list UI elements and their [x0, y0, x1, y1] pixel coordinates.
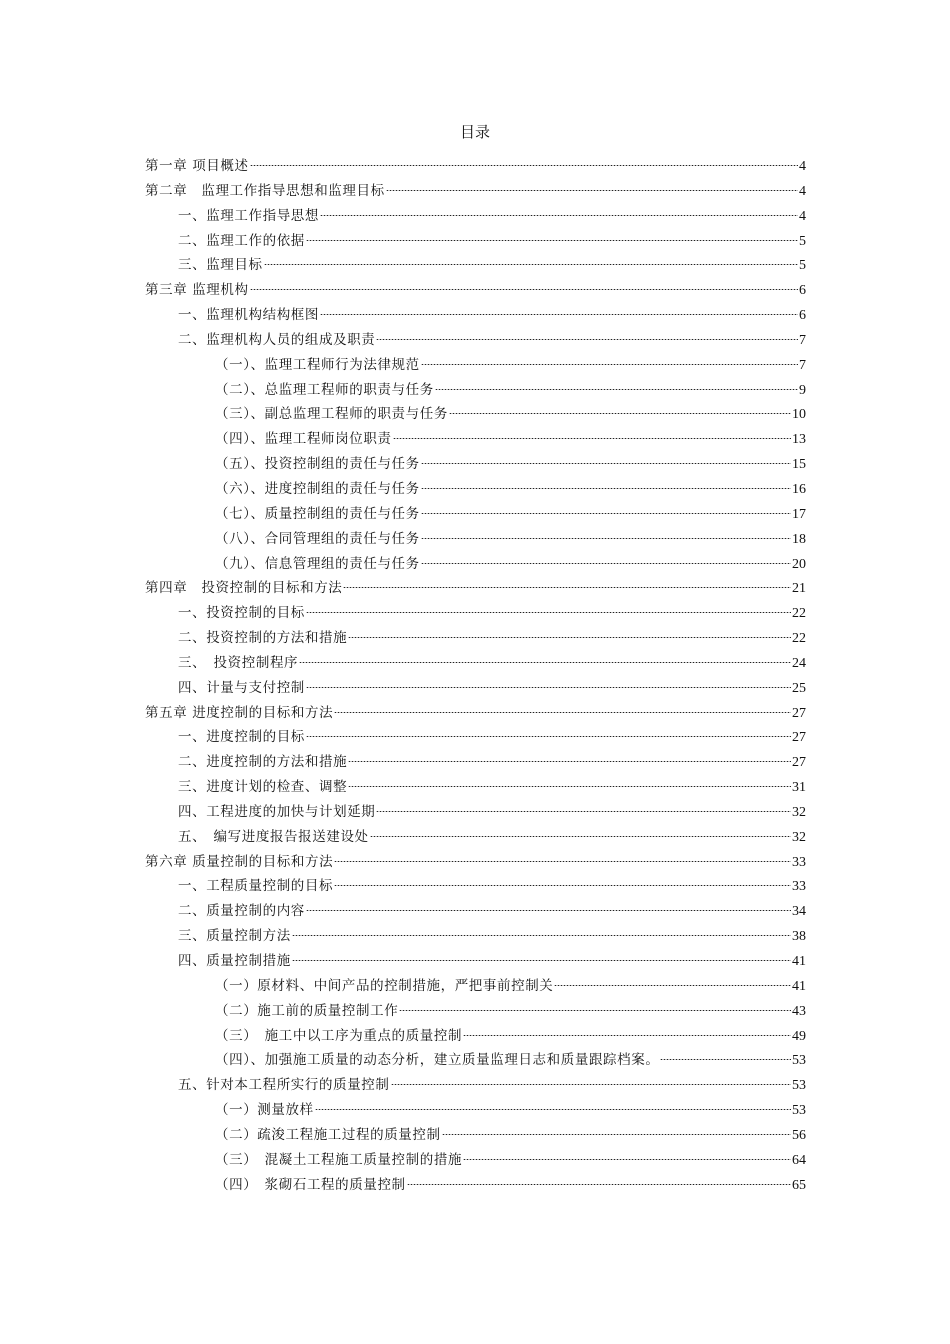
toc-entry-page-number: 53	[792, 1078, 806, 1094]
toc-entry[interactable]	[145, 378, 806, 403]
toc-entry-page-number: 24	[792, 655, 806, 671]
toc-entry-page-number: 32	[792, 829, 806, 845]
toc-entry-page-number: 43	[792, 1003, 806, 1019]
toc-entry-title: 三、质量控制方法	[178, 928, 291, 945]
toc-entry-page-number: 21	[792, 581, 806, 597]
dot-leader	[250, 289, 798, 290]
toc-entry-title: （四） 浆砌石工程的质量控制	[215, 1176, 406, 1193]
toc-entry-title: （二）、总监理工程师的职责与任务	[215, 381, 434, 398]
toc-entry[interactable]	[145, 1148, 806, 1173]
toc-entry-title: 第一章 项目概述	[145, 158, 249, 174]
toc-entry-title: 一、监理机构结构框图	[178, 307, 319, 324]
toc-entry[interactable]	[145, 701, 806, 726]
dot-leader	[320, 215, 798, 216]
toc-entry[interactable]	[145, 154, 806, 179]
toc-entry[interactable]	[145, 452, 806, 477]
dot-leader	[376, 811, 791, 812]
toc-entry-page-number: 13	[792, 432, 806, 448]
toc-entry-page-number: 10	[792, 407, 806, 423]
toc-entry-title: （一）、监理工程师行为法律规范	[215, 356, 420, 373]
toc-entry-title: 四、工程进度的加快与计划延期	[178, 803, 376, 820]
toc-entry-page-number: 22	[792, 606, 806, 622]
toc-entry-title: （七）、质量控制组的责任与任务	[215, 505, 420, 522]
toc-entry[interactable]	[145, 874, 806, 899]
dot-leader	[292, 960, 791, 961]
toc-entry[interactable]	[145, 651, 806, 676]
toc-entry-page-number: 41	[792, 954, 806, 969]
toc-entry[interactable]	[145, 328, 806, 353]
toc-entry-page-number: 38	[792, 929, 806, 945]
dot-leader	[407, 1184, 791, 1185]
dot-leader	[386, 190, 798, 191]
toc-entry-page-number: 5	[799, 258, 806, 274]
dot-leader	[348, 761, 791, 762]
toc-entry-title: （八）、合同管理组的责任与任务	[215, 530, 420, 547]
dot-leader	[463, 1159, 791, 1160]
toc-entry-title: 第二章 监理工作指导思想和监理目标	[145, 182, 385, 199]
toc-entry[interactable]	[145, 750, 806, 775]
toc-entry-page-number: 56	[792, 1127, 806, 1143]
toc-entry-title: 一、监理工作指导思想	[178, 207, 319, 224]
toc-entry-title: 一、工程质量控制的目标	[178, 878, 334, 895]
dot-leader	[250, 165, 798, 166]
toc-entry-page-number: 7	[799, 332, 806, 348]
dot-leader	[320, 314, 798, 315]
dot-leader	[343, 587, 791, 588]
dot-leader	[306, 687, 791, 688]
dot-leader	[393, 438, 791, 439]
dot-leader	[449, 413, 791, 414]
toc-entry-page-number: 17	[792, 506, 806, 522]
toc-entry-title: 四、质量控制措施	[178, 953, 291, 969]
toc-entry[interactable]	[145, 626, 806, 651]
toc-entry-title: （四）、加强施工质量的动态分析，建立质量监理日志和质量跟踪档案。	[215, 1052, 660, 1069]
toc-entry-page-number: 27	[792, 755, 806, 771]
toc-entry-page-number: 6	[799, 308, 806, 324]
toc-entry-title: 三、监理目标	[178, 257, 263, 274]
toc-entry-page-number: 4	[799, 208, 806, 224]
toc-entry[interactable]	[145, 999, 806, 1024]
toc-entry[interactable]	[145, 974, 806, 999]
dot-leader	[370, 836, 791, 837]
toc-entry[interactable]	[145, 303, 806, 328]
dot-leader	[348, 786, 791, 787]
toc-entry-title: （二）施工前的质量控制工作	[215, 1002, 399, 1019]
dot-leader	[421, 563, 791, 564]
toc-entry-page-number: 41	[792, 978, 806, 994]
toc-entry-title: （五）、投资控制组的责任与任务	[215, 456, 420, 473]
toc-entry[interactable]	[145, 949, 806, 974]
toc-entry-page-number: 7	[799, 357, 806, 373]
toc-entry-title: 第五章 进度控制的目标和方法	[145, 704, 334, 721]
toc-entry-title: （一）原材料、中间产品的控制措施，严把事前控制关	[215, 977, 554, 994]
toc-entry-title: 二、监理机构人员的组成及职责	[178, 331, 376, 348]
dot-leader	[421, 364, 798, 365]
toc-entry-page-number: 53	[792, 1103, 806, 1119]
dot-leader	[306, 240, 798, 241]
dot-leader	[660, 1059, 791, 1060]
toc-entry-title: （四）、监理工程师岗位职责	[215, 431, 392, 448]
toc-entry-page-number: 6	[799, 283, 806, 299]
toc-entry-title: 第三章 监理机构	[145, 282, 249, 299]
toc-entry[interactable]	[145, 676, 806, 701]
toc-entry-title: （三）、副总监理工程师的职责与任务	[215, 406, 448, 423]
toc-entry-title: 第六章 质量控制的目标和方法	[145, 853, 334, 870]
toc-entry-page-number: 9	[799, 382, 806, 398]
toc-entry-title: 二、投资控制的方法和措施	[178, 630, 348, 647]
toc-entry[interactable]	[145, 576, 806, 601]
toc-entry-page-number: 4	[799, 159, 806, 174]
toc-entry-title: 四、计量与支付控制	[178, 679, 305, 696]
toc-entry-page-number: 53	[792, 1053, 806, 1069]
dot-leader	[421, 538, 791, 539]
toc-entry[interactable]	[145, 1024, 806, 1049]
toc-entry-title: 一、进度控制的目标	[178, 729, 305, 746]
toc-entry[interactable]	[145, 899, 806, 924]
toc-entry-title: （一）测量放样	[215, 1102, 314, 1119]
toc-entry-page-number: 5	[799, 233, 806, 249]
toc-entry-page-number: 31	[792, 780, 806, 796]
dot-leader	[348, 637, 791, 638]
toc-entry-title: （三） 施工中以工序为重点的质量控制	[215, 1027, 463, 1044]
toc-entry[interactable]	[145, 229, 806, 254]
dot-leader	[421, 488, 791, 489]
toc-entry-title: 三、进度计划的检查、调整	[178, 779, 348, 796]
toc-entry-page-number: 32	[792, 804, 806, 820]
toc-entry-page-number: 16	[792, 481, 806, 497]
toc-entry-page-number: 33	[792, 879, 806, 895]
toc-entry-title: （二）疏浚工程施工过程的质量控制	[215, 1126, 441, 1143]
toc-entry[interactable]	[145, 278, 806, 303]
toc-entry-page-number: 4	[799, 183, 806, 199]
toc-entry[interactable]	[145, 1098, 806, 1123]
dot-leader	[421, 463, 791, 464]
dot-leader	[399, 1010, 791, 1011]
toc-entry[interactable]	[145, 725, 806, 750]
dot-leader	[442, 1134, 791, 1135]
dot-leader	[306, 736, 791, 737]
toc-entry[interactable]	[145, 1048, 806, 1073]
toc-entry-title: 五、针对本工程所实行的质量控制	[178, 1077, 390, 1094]
dot-leader	[315, 1109, 791, 1110]
dot-leader	[435, 389, 798, 390]
toc-entry[interactable]	[145, 1123, 806, 1148]
toc-entry[interactable]	[145, 204, 806, 229]
toc-entry[interactable]	[145, 601, 806, 626]
toc-entry[interactable]	[145, 179, 806, 204]
toc-entry-page-number: 49	[792, 1028, 806, 1044]
toc-entry[interactable]	[145, 924, 806, 949]
toc-entry-page-number: 18	[792, 531, 806, 547]
dot-leader	[554, 985, 791, 986]
toc-entry-title: 二、监理工作的依据	[178, 232, 305, 249]
toc-entry-title: 二、进度控制的方法和措施	[178, 754, 348, 771]
toc-title: 目录	[459, 123, 490, 141]
toc-entry[interactable]	[145, 527, 806, 552]
toc-entry[interactable]	[145, 1173, 806, 1198]
toc-entry[interactable]	[145, 552, 806, 577]
dot-leader	[391, 1084, 792, 1085]
toc-entry-page-number: 33	[792, 854, 806, 870]
toc-entry-title: （六）、进度控制组的责任与任务	[215, 480, 420, 497]
toc-entry[interactable]	[145, 1073, 806, 1098]
dot-leader	[334, 885, 791, 886]
toc-entry-page-number: 34	[792, 904, 806, 920]
toc-entry[interactable]	[145, 825, 806, 850]
toc-entry-title: 第四章 投资控制的目标和方法	[145, 580, 343, 597]
toc-entry-page-number: 27	[792, 730, 806, 746]
toc-entry[interactable]	[145, 477, 806, 502]
dot-leader	[306, 910, 791, 911]
toc-entry-title: 五、 编写进度报告报送建设处	[178, 828, 369, 845]
toc-entry[interactable]	[145, 353, 806, 378]
toc-entry-page-number: 25	[792, 680, 806, 696]
dot-leader	[292, 935, 791, 936]
toc-entry[interactable]	[145, 850, 806, 875]
toc-entry[interactable]	[145, 775, 806, 800]
toc-entry-page-number: 15	[792, 457, 806, 473]
toc-entry-title: （九）、信息管理组的责任与任务	[215, 555, 420, 572]
toc-entry-page-number: 65	[792, 1177, 806, 1193]
toc-entry[interactable]	[145, 800, 806, 825]
toc-entry-page-number: 64	[792, 1152, 806, 1168]
toc-entry[interactable]	[145, 253, 806, 278]
toc-entry-title: 一、投资控制的目标	[178, 605, 305, 622]
toc-entry-page-number: 22	[792, 631, 806, 647]
toc-entry-page-number: 20	[792, 556, 806, 572]
dot-leader	[421, 513, 791, 514]
dot-leader	[376, 339, 798, 340]
dot-leader	[299, 662, 791, 663]
toc-entry-page-number: 27	[792, 705, 806, 721]
dot-leader	[264, 264, 798, 265]
toc-entry-title: （三） 混凝土工程施工质量控制的措施	[215, 1151, 463, 1168]
toc-entry[interactable]	[145, 427, 806, 452]
dot-leader	[463, 1035, 791, 1036]
dot-leader	[334, 712, 791, 713]
toc-entry[interactable]	[145, 502, 806, 527]
toc-entry[interactable]	[145, 402, 806, 427]
table-of-contents	[145, 154, 806, 1197]
dot-leader	[334, 861, 791, 862]
dot-leader	[306, 612, 791, 613]
toc-entry-title: 三、 投资控制程序	[178, 654, 299, 671]
toc-entry-title: 二、质量控制的内容	[178, 903, 305, 920]
